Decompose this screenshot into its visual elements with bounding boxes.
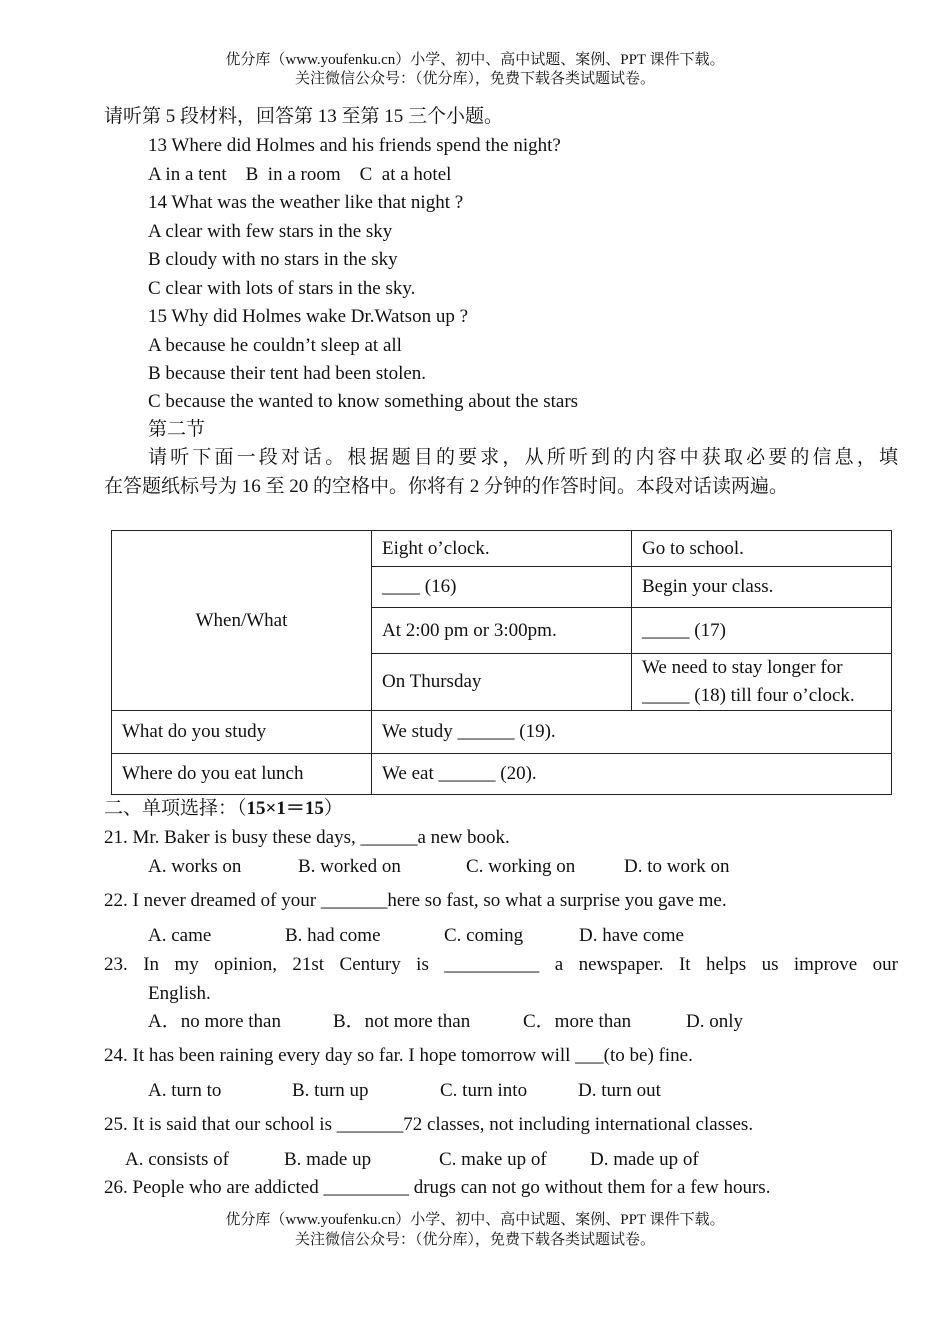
- option-b: B. had come: [285, 925, 381, 946]
- option-a: A．no more than: [148, 1011, 281, 1032]
- question-13: 13 Where did Holmes and his friends spend the night?: [148, 135, 561, 156]
- question-21-options: [0, 855, 950, 879]
- option-a: A. turn to: [148, 1080, 222, 1101]
- question-15-option-a: A because he couldn’t sleep at all: [148, 335, 402, 356]
- section-2-instructions-line1: 请听下面一段对话。根据题目的要求，从所听到的内容中获取必要的信息，填: [148, 447, 898, 468]
- question-15: 15 Why did Holmes wake Dr.Watson up ?: [148, 306, 469, 327]
- study-label: What do you study: [112, 711, 372, 754]
- question-24: 24. It has been raining every day so far. I hope tomorrow will ___(to be) fine.: [104, 1045, 693, 1066]
- question-14-option-c: C clear with lots of stars in the sky.: [148, 278, 416, 299]
- question-14-option-b: B cloudy with no stars in the sky: [148, 249, 398, 270]
- table-cell-blank-17: _____ (17): [632, 608, 892, 654]
- question-24-options: [0, 1079, 950, 1103]
- table-cell-time: Eight o’clock.: [372, 531, 632, 567]
- option-c: C．more than: [523, 1011, 632, 1032]
- question-25: 25. It is said that our school is _______72 classes, not including international classes.: [104, 1114, 754, 1135]
- option-c: C. coming: [444, 925, 524, 946]
- thursday-activity-line2: _____ (18) till four o’clock.: [642, 685, 855, 706]
- table-cell-time: At 2:00 pm or 3:00pm.: [372, 608, 632, 654]
- option-b: B. worked on: [298, 856, 401, 877]
- option-b: B．not more than: [333, 1011, 471, 1032]
- question-22: 22. I never dreamed of your _______here so fast, so what a surprise you gave me.: [104, 890, 727, 911]
- question-23-options: [0, 1010, 950, 1034]
- page-footer-line2: 关注微信公众号：（优分库），免费下载各类试题试卷。: [294, 1232, 655, 1248]
- option-b: B. made up: [284, 1149, 372, 1170]
- question-21: 21. Mr. Baker is busy these days, ______a new book.: [104, 827, 510, 848]
- question-14-option-a: A clear with few stars in the sky: [148, 221, 393, 242]
- question-23-continuation: English.: [148, 983, 211, 1004]
- question-25-options: [0, 1148, 950, 1172]
- lunch-value-blank-20: We eat ______ (20).: [372, 754, 892, 795]
- study-value-blank-19: We study ______ (19).: [372, 711, 892, 754]
- option-d: D. made up of: [590, 1149, 699, 1170]
- page-header-line1: 优分库（www.youfenku.cn）小学、初中、高中试题、案例、PPT 课件下载。: [225, 52, 725, 68]
- question-13-options: A in a tent B in a room C at a hotel: [148, 164, 452, 185]
- option-a: A. came: [148, 925, 212, 946]
- page-header-line2: 关注微信公众号：（优分库），免费下载各类试题试卷。: [294, 71, 655, 87]
- section-2-title: 第二节: [148, 419, 206, 440]
- option-d: D. only: [686, 1011, 743, 1032]
- thursday-activity-line1: We need to stay longer for: [642, 657, 843, 678]
- option-c: C. turn into: [440, 1080, 528, 1101]
- option-c: C. working on: [466, 856, 576, 877]
- question-15-option-b: B because their tent had been stolen.: [148, 363, 427, 384]
- question-15-option-c: C because the wanted to know something about the stars: [148, 391, 579, 412]
- question-22-options: [0, 924, 950, 948]
- option-d: D. turn out: [578, 1080, 661, 1101]
- section-2-instructions-line2: 在答题纸标号为 16 至 20 的空格中。你将有 2 分钟的作答时间。本段对话读两遍。: [104, 476, 789, 497]
- table-cell-activity: Begin your class.: [632, 567, 892, 608]
- question-23: 23. In my opinion, 21st Century is __________ a newspaper. It helps us improve our: [104, 954, 898, 975]
- page-footer-line1: 优分库（www.youfenku.cn）小学、初中、高中试题、案例、PPT 课件下载。: [225, 1212, 725, 1228]
- option-a: A. consists of: [125, 1149, 229, 1170]
- question-26: 26. People who are addicted _________ drugs can not go without them for a few hours.: [104, 1177, 771, 1198]
- question-14: 14 What was the weather like that night ?: [148, 192, 464, 213]
- option-a: A. works on: [148, 856, 242, 877]
- option-d: D. have come: [579, 925, 684, 946]
- table-cell-blank-18: [632, 654, 892, 711]
- multiple-choice-title: 二、单项选择：（15×1＝15）: [104, 798, 343, 819]
- table-cell-blank-16: ____ (16): [372, 567, 632, 608]
- schedule-table: [111, 530, 892, 795]
- when-what-header: When/What: [112, 531, 372, 711]
- option-c: C. make up of: [439, 1149, 547, 1170]
- lunch-label: Where do you eat lunch: [112, 754, 372, 795]
- table-cell-time: On Thursday: [372, 654, 632, 711]
- option-d: D. to work on: [624, 856, 730, 877]
- table-cell-activity: Go to school.: [632, 531, 892, 567]
- listening-intro: 请听第 5 段材料，回答第 13 至第 15 三个小题。: [104, 106, 504, 127]
- option-b: B. turn up: [292, 1080, 369, 1101]
